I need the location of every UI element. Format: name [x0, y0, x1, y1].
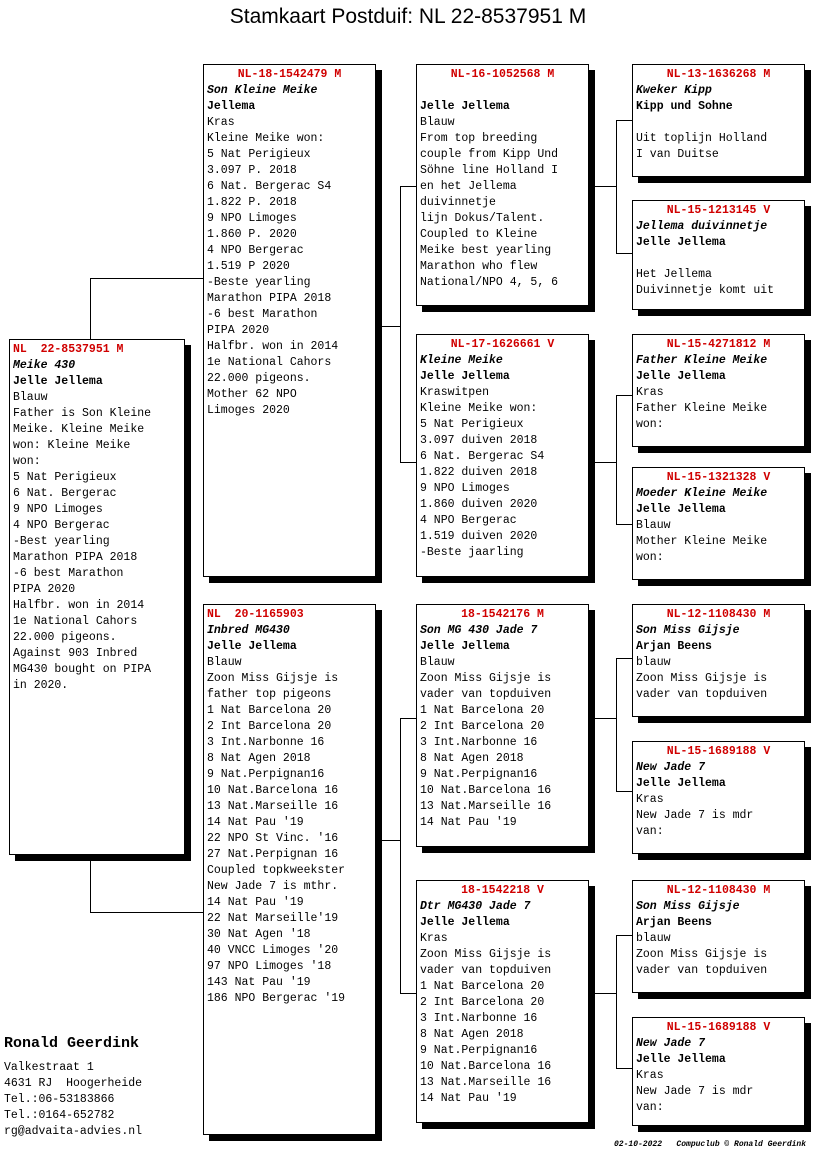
- card-line: vader van topduiven: [420, 964, 552, 977]
- card-line: Blauw: [207, 656, 242, 669]
- card-line: Marathon PIPA 2018: [207, 292, 332, 305]
- card-line: Halfbr. won in 2014: [13, 599, 145, 612]
- card-line: Blauw: [13, 391, 48, 404]
- card-line: 2 Int Barcelona 20: [207, 720, 332, 733]
- card-line: Zoon Miss Gijsje is: [636, 948, 768, 961]
- card-line: New Jade 7 is mdr: [636, 809, 754, 822]
- card-line: 8 Nat Agen 2018: [420, 752, 524, 765]
- connector: [90, 855, 91, 912]
- card-line: Kras: [636, 386, 664, 399]
- owner-name: Jelle Jellema: [636, 370, 726, 383]
- breeder-phone: Tel.:06-53183866: [4, 1093, 115, 1106]
- card-line: Against 903 Inbred: [13, 647, 138, 660]
- connector: [90, 912, 204, 913]
- connector: [400, 718, 417, 719]
- breeder-postcode: 4631 RJ Hoogerheide: [4, 1077, 143, 1090]
- connector: [376, 840, 400, 841]
- card-line: 14 Nat Pau '19: [420, 1092, 517, 1105]
- ring-number: NL-17-1626661 V: [450, 338, 555, 351]
- card-line: Uit toplijn Holland: [636, 132, 768, 145]
- pedigree-card-father: [203, 64, 376, 577]
- card-line: Duivinnetje komt uit: [636, 284, 775, 297]
- card-line: Het Jellema: [636, 268, 712, 281]
- card-line: 5 Nat Perigieux: [420, 418, 524, 431]
- card-line: Meike. Kleine Meike: [13, 423, 145, 436]
- card-line: 2 Int Barcelona 20: [420, 720, 545, 733]
- connector: [616, 791, 632, 792]
- card-line: Mother Kleine Meike: [636, 535, 768, 548]
- connector: [400, 186, 417, 187]
- breeder-email: rg@advaita-advies.nl: [4, 1125, 143, 1138]
- ring-number: NL-13-1636268 M: [666, 68, 771, 81]
- card-line: 97 NPO Limoges '18: [207, 960, 332, 973]
- card-line: 143 Nat Pau '19: [207, 976, 311, 989]
- connector: [400, 993, 417, 994]
- card-line: duivinnetje: [420, 196, 496, 209]
- card-line: 4 NPO Bergerac: [207, 244, 304, 257]
- card-line: [636, 115, 801, 131]
- card-line: -6 best Marathon: [13, 567, 124, 580]
- card-line: National/NPO 4, 5, 6: [420, 276, 559, 289]
- connector: [616, 658, 632, 659]
- card-line: 1e National Cahors: [207, 356, 332, 369]
- card-line: Father Kleine Meike: [636, 402, 768, 415]
- pedigree-card-paternal-grandmother: [416, 334, 589, 577]
- pedigree-card-ggp-7: [632, 880, 805, 993]
- card-line: 14 Nat Pau '19: [207, 816, 304, 829]
- card-line: Kras: [636, 1069, 664, 1082]
- card-line: 186 NPO Bergerac '19: [207, 992, 346, 1005]
- card-line: Mother 62 NPO: [207, 388, 297, 401]
- breeder-address: Valkestraat 1: [4, 1061, 94, 1074]
- connector: [616, 658, 617, 791]
- card-line: 10 Nat.Barcelona 16: [420, 784, 552, 797]
- card-line: 14 Nat Pau '19: [207, 896, 304, 909]
- pedigree-card-ggp-6: [632, 741, 805, 854]
- connector: [616, 935, 632, 936]
- ring-number: NL-12-1108430 M: [666, 608, 771, 621]
- card-line: 5 Nat Perigieux: [207, 148, 311, 161]
- card-line: 13 Nat.Marseille 16: [420, 1076, 552, 1089]
- card-line: 4 NPO Bergerac: [13, 519, 110, 532]
- owner-name: Arjan Beens: [636, 916, 712, 929]
- card-line: 4 NPO Bergerac: [420, 514, 517, 527]
- ring-number: NL-18-1542479 M: [237, 68, 342, 81]
- owner-name: Jelle Jellema: [207, 640, 297, 653]
- card-line: 1.822 duiven 2018: [420, 466, 538, 479]
- card-line: blauw: [636, 656, 671, 669]
- pedigree-card-maternal-grandfather: [416, 604, 589, 847]
- connector: [400, 462, 417, 463]
- card-line: 1 Nat Barcelona 20: [420, 704, 545, 717]
- card-line: 3 Int.Narbonne 16: [420, 736, 538, 749]
- card-line: Marathon who flew: [420, 260, 538, 273]
- ring-number: 18-1542218 V: [461, 884, 544, 897]
- card-line: Blauw: [636, 519, 671, 532]
- pigeon-name: Son Kleine Meike: [207, 84, 318, 97]
- card-line: 9 NPO Limoges: [420, 482, 510, 495]
- owner-name: Jelle Jellema: [420, 640, 510, 653]
- card-line: en het Jellema: [420, 180, 517, 193]
- card-line: From top breeding: [420, 132, 538, 145]
- owner-name: Arjan Beens: [636, 640, 712, 653]
- card-line: Kleine Meike won:: [420, 402, 538, 415]
- owner-name: Jelle Jellema: [636, 503, 726, 516]
- card-line: 1.860 P. 2020: [207, 228, 297, 241]
- card-line: in 2020.: [13, 679, 69, 692]
- card-line: -Beste yearling: [207, 276, 311, 289]
- card-line: Zoon Miss Gijsje is: [420, 948, 552, 961]
- pigeon-name: Meike 430: [13, 359, 76, 372]
- card-line: 1e National Cahors: [13, 615, 138, 628]
- pigeon-name: Son MG 430 Jade 7: [420, 624, 538, 637]
- ring-number: NL-15-4271812 M: [666, 338, 771, 351]
- owner-name: Jelle Jellema: [636, 777, 726, 790]
- card-line: van:: [636, 1101, 664, 1114]
- card-line: 2 Int Barcelona 20: [420, 996, 545, 1009]
- owner-name: Jelle Jellema: [420, 100, 510, 113]
- card-line: Söhne line Holland I: [420, 164, 559, 177]
- card-line: 22.000 pigeons.: [13, 631, 117, 644]
- card-line: Blauw: [420, 116, 455, 129]
- card-line: 1 Nat Barcelona 20: [207, 704, 332, 717]
- connector: [589, 993, 616, 994]
- print-credit: 02-10-2022 Compuclub © Ronald Geerdink: [614, 1140, 807, 1149]
- owner-name: Jelle Jellema: [420, 916, 510, 929]
- ring-number: NL-16-1052568 M: [450, 68, 555, 81]
- card-line: won: Kleine Meike: [13, 439, 131, 452]
- card-line: Kras: [420, 932, 448, 945]
- card-line: 8 Nat Agen 2018: [207, 752, 311, 765]
- pigeon-name: Son Miss Gijsje: [636, 624, 740, 637]
- pigeon-name: Jellema duivinnetje: [636, 220, 768, 233]
- card-line: Marathon PIPA 2018: [13, 551, 138, 564]
- card-line: PIPA 2020: [13, 583, 76, 596]
- card-line: 22 Nat Marseille'19: [207, 912, 339, 925]
- card-line: vader van topduiven: [420, 688, 552, 701]
- card-line: Kras: [636, 793, 664, 806]
- card-line: 9 Nat.Perpignan16: [420, 768, 538, 781]
- card-line: 6 Nat. Bergerac S4: [420, 450, 545, 463]
- card-line: 22.000 pigeons.: [207, 372, 311, 385]
- card-line: 3 Int.Narbonne 16: [207, 736, 325, 749]
- card-line: 5 Nat Perigieux: [13, 471, 117, 484]
- card-line: 1.519 duiven 2020: [420, 530, 538, 543]
- pedigree-card-subject: [9, 339, 185, 855]
- card-line: 22 NPO St Vinc. '16: [207, 832, 339, 845]
- card-line: 1 Nat Barcelona 20: [420, 980, 545, 993]
- connector: [616, 524, 632, 525]
- card-line: vader van topduiven: [636, 964, 768, 977]
- breeder-info: [4, 1034, 142, 1140]
- breeder-name: Ronald Geerdink: [4, 1035, 140, 1052]
- pigeon-name: Inbred MG430: [207, 624, 290, 637]
- ring-number: NL-15-1321328 V: [666, 471, 771, 484]
- pedigree-card-ggp-3: [632, 334, 805, 447]
- breeder-phone-2: Tel.:0164-652782: [4, 1109, 115, 1122]
- card-line: 3 Int.Narbonne 16: [420, 1012, 538, 1025]
- connector: [376, 326, 400, 327]
- ring-number: NL-12-1108430 M: [666, 884, 771, 897]
- card-line: 10 Nat.Barcelona 16: [207, 784, 339, 797]
- pedigree-card-ggp-4: [632, 467, 805, 580]
- ring-number: 18-1542176 M: [461, 608, 544, 621]
- card-line: Meike best yearling: [420, 244, 552, 257]
- connector: [616, 395, 617, 524]
- owner-name: Jelle Jellema: [13, 375, 103, 388]
- connector: [589, 718, 616, 719]
- card-line: van:: [636, 825, 664, 838]
- pigeon-name: Kweker Kipp: [636, 84, 712, 97]
- card-line: father top pigeons: [207, 688, 332, 701]
- connector: [616, 935, 617, 1068]
- card-line: won:: [13, 455, 41, 468]
- card-line: 14 Nat Pau '19: [420, 816, 517, 829]
- card-line: 3.097 duiven 2018: [420, 434, 538, 447]
- card-line: 1.860 duiven 2020: [420, 498, 538, 511]
- card-line: 13 Nat.Marseille 16: [420, 800, 552, 813]
- card-line: won:: [636, 551, 664, 564]
- pedigree-card-ggp-1: [632, 64, 805, 177]
- card-line: 6 Nat. Bergerac S4: [207, 180, 332, 193]
- pedigree-card-mother: [203, 604, 376, 1135]
- ring-number: NL-15-1213145 V: [666, 204, 771, 217]
- card-line: MG430 bought on PIPA: [13, 663, 152, 676]
- connector: [616, 253, 632, 254]
- page-title: Stamkaart Postduif: NL 22-8537951 M: [229, 5, 587, 28]
- pigeon-name: Son Miss Gijsje: [636, 900, 740, 913]
- card-line: 10 Nat.Barcelona 16: [420, 1060, 552, 1073]
- card-line: [636, 251, 801, 267]
- connector: [589, 186, 616, 187]
- pigeon-name: New Jade 7: [636, 761, 706, 774]
- pigeon-name: Father Kleine Meike: [636, 354, 768, 367]
- card-line: vader van topduiven: [636, 688, 768, 701]
- card-line: Limoges 2020: [207, 404, 290, 417]
- card-line: lijn Dokus/Talent.: [420, 212, 545, 225]
- owner-name: Jellema: [207, 100, 256, 113]
- card-line: Kleine Meike won:: [207, 132, 325, 145]
- connector: [90, 278, 204, 279]
- card-line: -6 best Marathon: [207, 308, 318, 321]
- card-line: I van Duitse: [636, 148, 719, 161]
- pigeon-name: Moeder Kleine Meike: [636, 487, 768, 500]
- card-line: -Beste jaarling: [420, 546, 524, 559]
- ring-number: NL-15-1689188 V: [666, 745, 771, 758]
- connector: [90, 278, 91, 339]
- card-line: New Jade 7 is mthr.: [207, 880, 339, 893]
- card-line: couple from Kipp Und: [420, 148, 559, 161]
- ring-number: NL 22-8537951 M: [13, 343, 124, 356]
- connector: [616, 120, 632, 121]
- card-line: 9 NPO Limoges: [13, 503, 103, 516]
- card-line: 6 Nat. Bergerac: [13, 487, 117, 500]
- card-line: Zoon Miss Gijsje is: [636, 672, 768, 685]
- pigeon-name: Dtr MG430 Jade 7: [420, 900, 531, 913]
- owner-name: Jelle Jellema: [636, 1053, 726, 1066]
- ring-number: NL 20-1165903: [207, 608, 304, 621]
- owner-name: Jelle Jellema: [636, 236, 726, 249]
- card-line: Kras: [207, 116, 235, 129]
- card-line: Father is Son Kleine: [13, 407, 152, 420]
- card-line: New Jade 7 is mdr: [636, 1085, 754, 1098]
- card-line: 9 Nat.Perpignan16: [420, 1044, 538, 1057]
- card-line: 30 Nat Agen '18: [207, 928, 311, 941]
- card-line: Coupled topkweekster: [207, 864, 346, 877]
- card-line: 27 Nat.Perpignan 16: [207, 848, 339, 861]
- card-line: 1.822 P. 2018: [207, 196, 297, 209]
- connector: [589, 462, 616, 463]
- connector: [616, 120, 617, 253]
- pedigree-card-paternal-grandfather: [416, 64, 589, 306]
- card-line: Zoon Miss Gijsje is: [420, 672, 552, 685]
- connector: [400, 186, 401, 462]
- pedigree-card-ggp-2: [632, 200, 805, 310]
- card-line: Zoon Miss Gijsje is: [207, 672, 339, 685]
- owner-name: Kipp und Sohne: [636, 100, 733, 113]
- card-line: Kraswitpen: [420, 386, 490, 399]
- connector: [616, 1068, 632, 1069]
- card-line: PIPA 2020: [207, 324, 270, 337]
- card-line: 9 NPO Limoges: [207, 212, 297, 225]
- pedigree-card-ggp-5: [632, 604, 805, 717]
- connector: [400, 718, 401, 993]
- card-line: 3.097 P. 2018: [207, 164, 297, 177]
- card-line: 9 Nat.Perpignan16: [207, 768, 325, 781]
- card-line: won:: [636, 418, 664, 431]
- card-line: Coupled to Kleine: [420, 228, 538, 241]
- pigeon-name: [420, 83, 585, 99]
- pedigree-card-ggp-8: [632, 1017, 805, 1126]
- card-line: 1.519 P 2020: [207, 260, 290, 273]
- owner-name: Jelle Jellema: [420, 370, 510, 383]
- card-line: 8 Nat Agen 2018: [420, 1028, 524, 1041]
- pigeon-name: Kleine Meike: [420, 354, 503, 367]
- connector: [616, 395, 632, 396]
- card-line: blauw: [636, 932, 671, 945]
- card-line: 13 Nat.Marseille 16: [207, 800, 339, 813]
- pigeon-name: New Jade 7: [636, 1037, 706, 1050]
- card-line: 40 VNCC Limoges '20: [207, 944, 339, 957]
- pedigree-card-maternal-grandmother: [416, 880, 589, 1123]
- card-line: Halfbr. won in 2014: [207, 340, 339, 353]
- card-line: -Best yearling: [13, 535, 110, 548]
- ring-number: NL-15-1689188 V: [666, 1021, 771, 1034]
- card-line: Blauw: [420, 656, 455, 669]
